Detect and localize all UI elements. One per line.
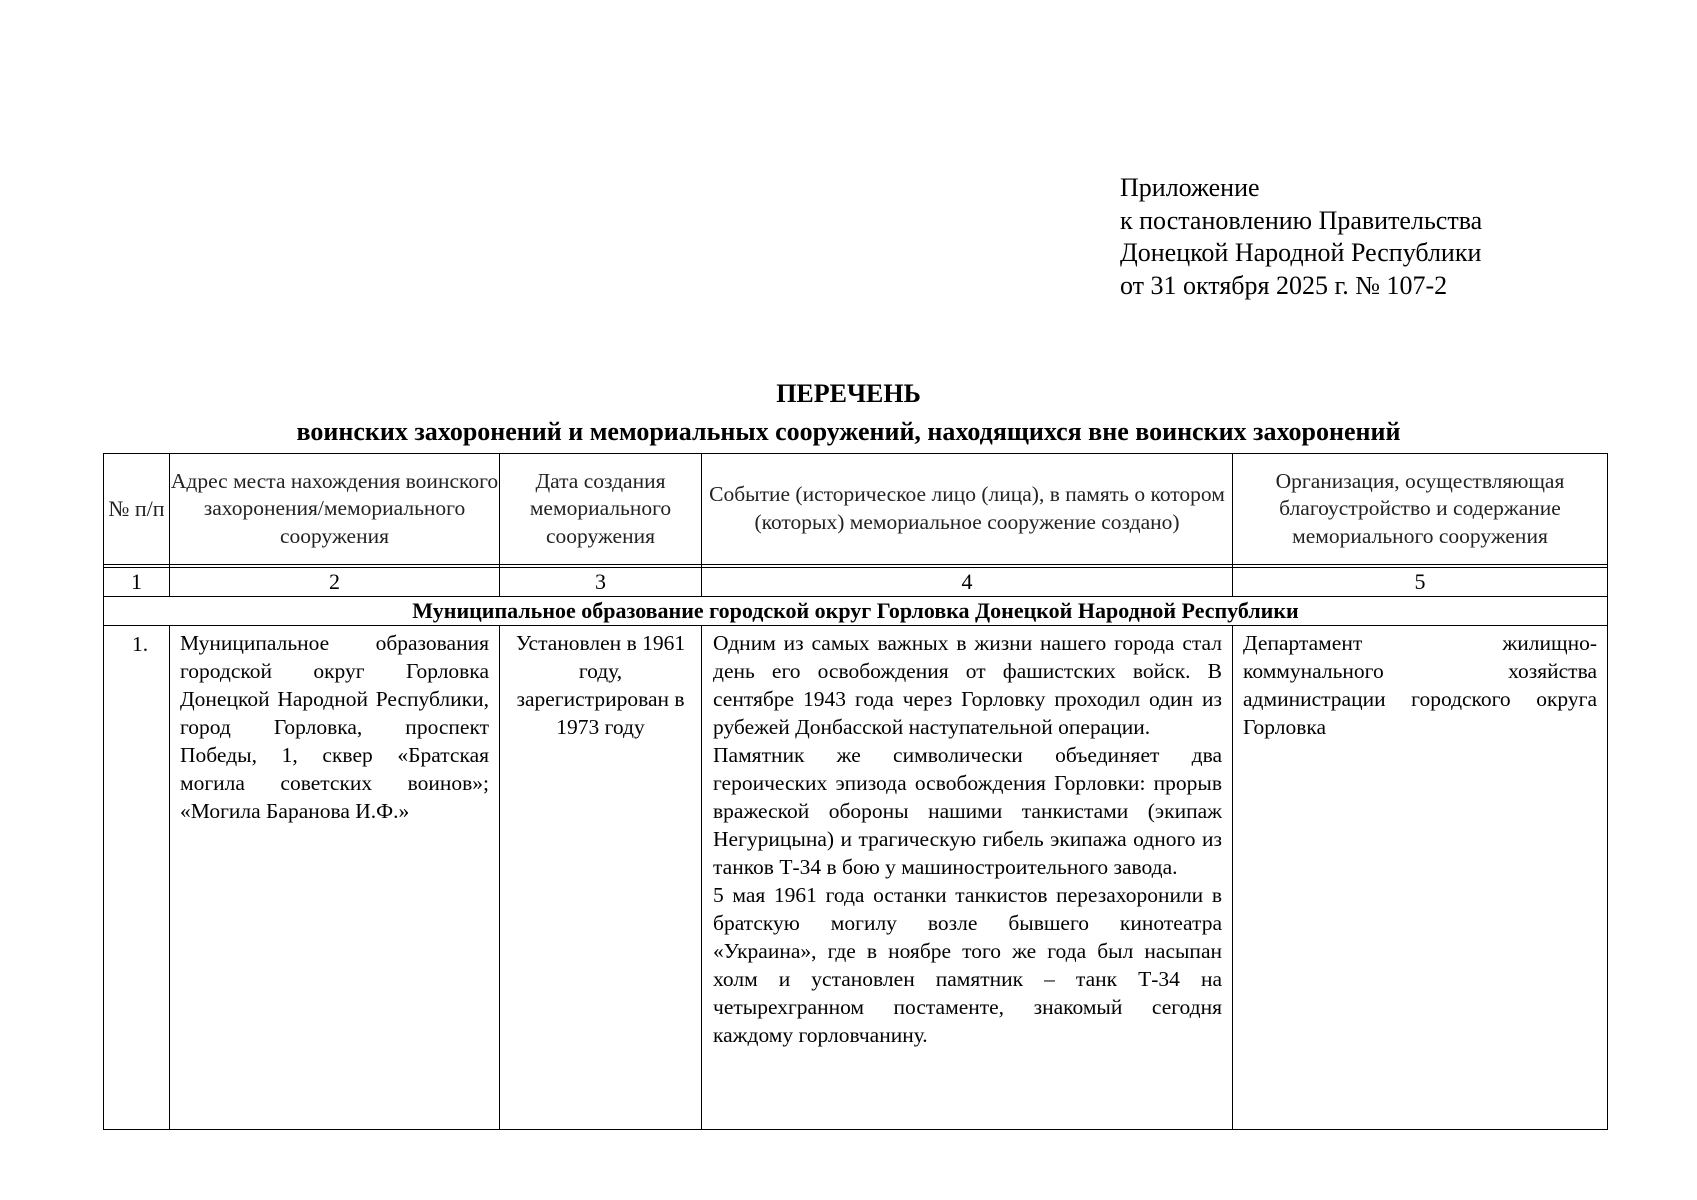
annex-line-2: к постановлению Правительства [1120, 205, 1483, 235]
row-event [702, 626, 1233, 1130]
annex-line-3: Донецкой Народной Республики [1120, 238, 1482, 267]
annex-block [1120, 172, 1482, 302]
table-row [104, 626, 1608, 1130]
annex-line-4: от 31 октября 2025 г. № 107-2 [1120, 270, 1448, 300]
event-paragraph-3: 5 мая 1961 года останки танкистов перезахоронили в братскую могилу возле бывшего кинотеатра «Украина», где в ноябре того же года был насыпан холм и установлен памятник – танк Т-34 на четырехгранном постаменте, знакомый сегодня каждому горловчанину. [713, 883, 1222, 1047]
annex-line-1: Приложение [1120, 173, 1260, 202]
column-number-row [104, 568, 1608, 597]
header-number: № п/п [104, 454, 170, 565]
header-date: Дата создания мемориального сооружения [500, 454, 702, 565]
column-number: 2 [170, 568, 500, 597]
memorials-table [103, 453, 1608, 1130]
event-paragraph-2: Памятник же символически объединяет два героических эпизода освобождения Горловки: прорыв вражеской обороны нашими танкистами (экипаж Негурицына) и трагическую гибель экипажа одного из танков Т-34 в бою у машиностроительного завода. [713, 743, 1222, 879]
header-event: Событие (историческое лицо (лица), в память о котором (которых) мемориальное сооружение создано) [702, 454, 1233, 565]
section-row [104, 597, 1608, 626]
row-address: Муниципальное образования городской округ Горловка Донецкой Народной Республики, город Горловка, проспект Победы, 1, сквер «Братская могила советских воинов»; «Могила Баранова И.Ф.» [170, 626, 500, 1130]
row-organization: Департамент жилищно-коммунального хозяйства администрации городского округа Горловка [1233, 626, 1608, 1130]
row-number: 1. [104, 626, 170, 1130]
document-subtitle: воинских захоронений и мемориальных сооружений, находящихся вне воинских захоронений [296, 417, 1401, 446]
row-date: Установлен в 1961 году, зарегистрирован в 1973 году [500, 626, 702, 1130]
section-title: Муниципальное образование городской округ Горловка Донецкой Народной Республики [104, 597, 1608, 626]
header-organization: Организация, осуществляющая благоустройство и содержание мемориального сооружения [1233, 454, 1608, 565]
table-header-row [104, 454, 1608, 565]
column-number: 4 [702, 568, 1233, 597]
header-address: Адрес места нахождения воинского захоронения/мемориального сооружения [170, 454, 500, 565]
column-number: 3 [500, 568, 702, 597]
column-number: 5 [1233, 568, 1608, 597]
document-title: ПЕРЕЧЕНЬ [776, 379, 921, 408]
event-paragraph-1: Одним из самых важных в жизни нашего города стал день его освобождения от фашистских войск. В сентябре 1943 года через Горловку проходил один из рубежей Донбасской наступательной операции. [713, 631, 1222, 739]
column-number: 1 [104, 568, 170, 597]
